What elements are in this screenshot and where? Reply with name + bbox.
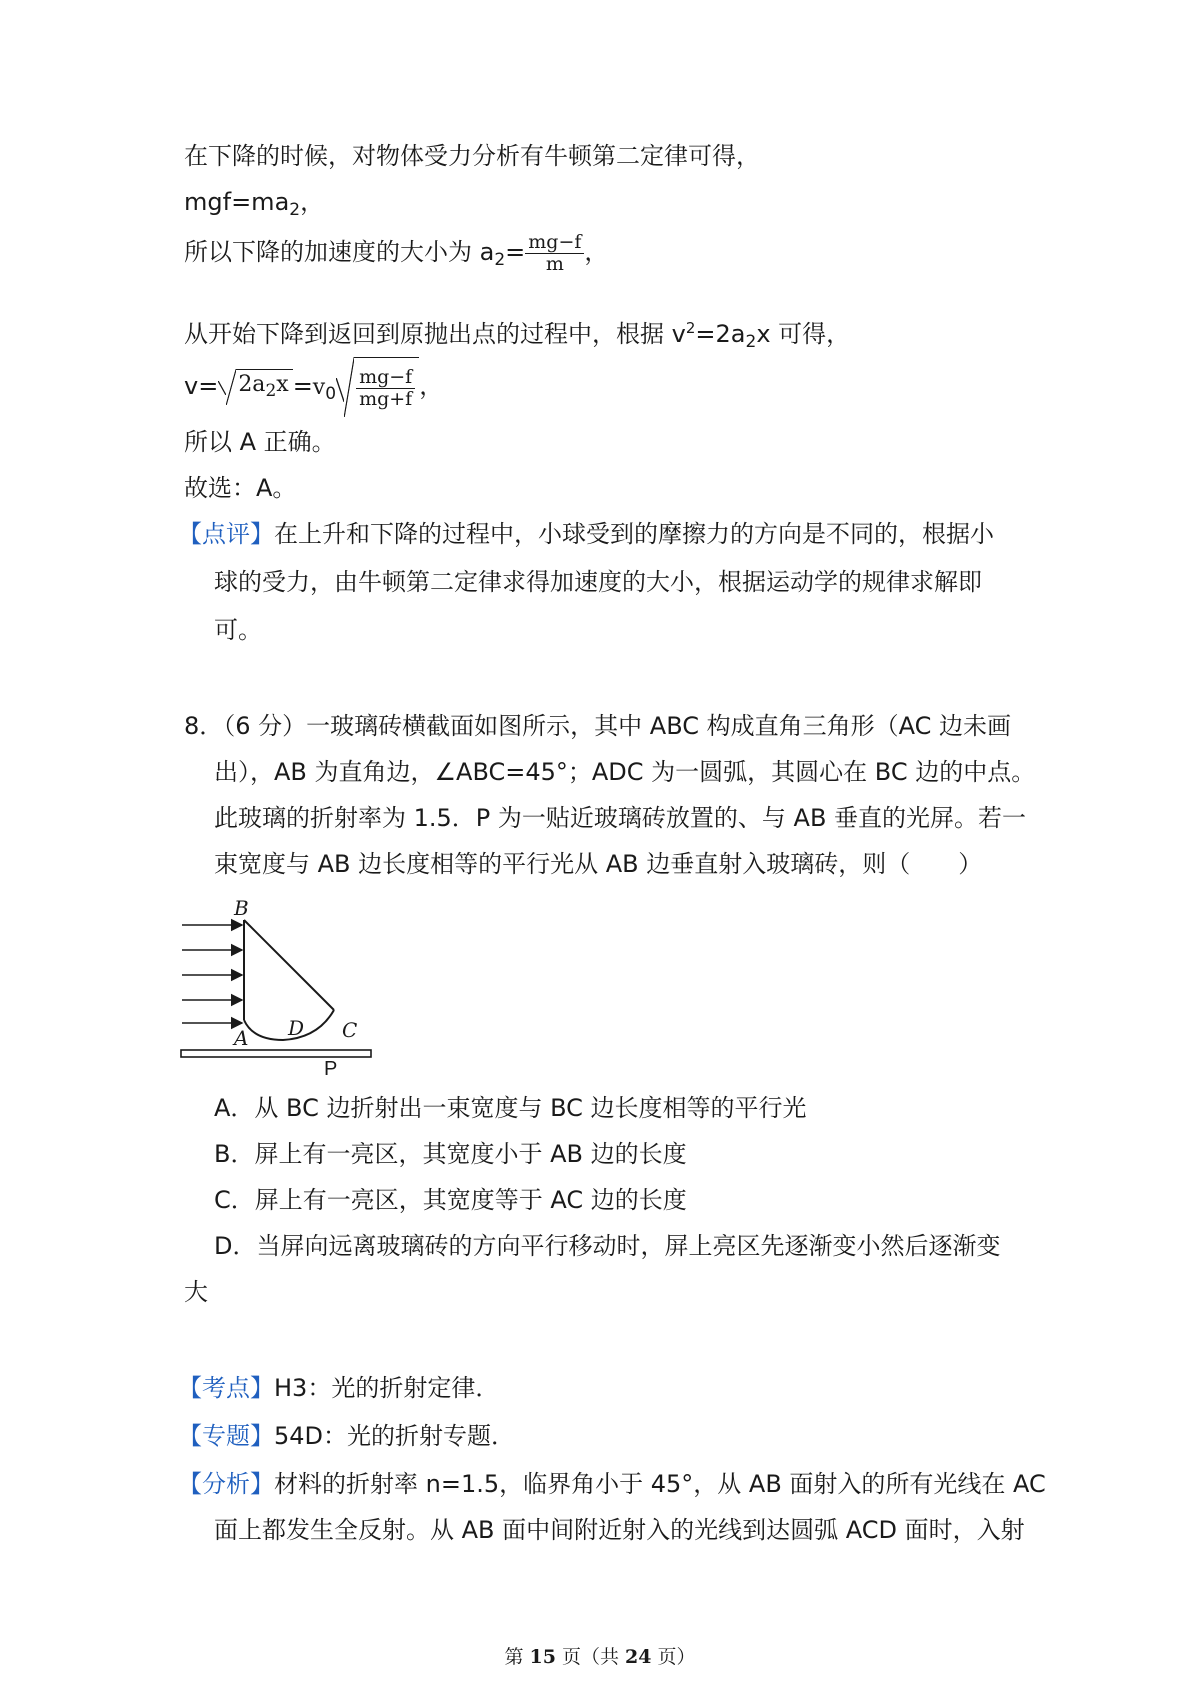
option-b: B．屏上有一亮区，其宽度小于 AB 边的长度 — [214, 1140, 687, 1168]
page-footer — [0, 1642, 1200, 1669]
label-P: P — [324, 1058, 338, 1075]
solution-line-1: 在下降的时候，对物体受力分析有牛顿第二定律可得， — [184, 142, 760, 170]
label-C: C — [342, 1018, 358, 1042]
sqrt-fraction-body — [356, 367, 415, 410]
eq1-mid: f=ma — [222, 188, 290, 216]
footer-page-number: 15 — [529, 1646, 556, 1668]
fenxi-text-1: 材料的折射率 n=1.5，临界角小于 45°，从 AB 面射入的所有光线在 AC — [274, 1470, 1046, 1498]
solution-line-acceleration — [184, 228, 608, 284]
sqrt2-denominator: mg+f — [359, 388, 413, 410]
fenxi-label: 【分析】 — [178, 1470, 274, 1498]
fraction-numerator: mg−f — [525, 232, 584, 254]
footer-total-pages: 24 — [625, 1646, 652, 1668]
glass-brick-figure — [178, 895, 378, 1075]
question-8-line-1: 8．（6 分）一玻璃砖横截面如图所示，其中 ABC 构成直角三角形（AC 边未画 — [184, 712, 1012, 740]
fenxi-line-2: 面上都发生全反射。从 AB 面中间附近射入的光线到达圆弧 ACD 面时，入射 — [214, 1516, 1025, 1544]
eq1-prefix: mg — [184, 188, 223, 216]
equation-mg-minus-f — [184, 186, 324, 226]
comment-line-3: 可。 — [214, 616, 262, 644]
line3-eq: = — [505, 238, 526, 266]
line3-sub: 2 — [494, 250, 506, 270]
edge-BC — [244, 920, 334, 1010]
label-D: D — [288, 1016, 305, 1040]
option-a: A．从 BC 边折射出一束宽度与 BC 边长度相等的平行光 — [214, 1094, 807, 1122]
comment-line-2: 球的受力，由牛顿第二定律求得加速度的大小，根据运动学的规律求解即 — [214, 568, 982, 596]
zhuanti-label: 【专题】 — [178, 1422, 274, 1450]
line4-mid: =2a — [695, 320, 746, 348]
sqrt1-text: 2a — [238, 371, 266, 397]
line5-suffix: ， — [419, 372, 444, 400]
eq1-suffix: ， — [300, 188, 325, 216]
screen-P — [181, 1050, 371, 1057]
zhuanti-text: 54D：光的折射专题． — [274, 1422, 516, 1450]
footer-mid: 页（共 — [555, 1646, 626, 1668]
eq1-sub: 2 — [289, 200, 301, 220]
sqrt1-sub: 2 — [265, 380, 277, 401]
kaodian-label: 【考点】 — [178, 1374, 274, 1402]
option-d: D．当屏向远离玻璃砖的方向平行移动时，屏上亮区先逐渐变小然后逐渐变 — [214, 1232, 1001, 1260]
footer-post: 页） — [651, 1646, 696, 1668]
question-8-line-2: 出），AB 为直角边，∠ABC=45°；ADC 为一圆弧，其圆心在 BC 边的中点。 — [214, 758, 1036, 786]
v0-sub: 0 — [325, 384, 337, 404]
comment-label: 【点评】 — [178, 520, 274, 548]
kaodian-line — [178, 1372, 499, 1404]
solution-line-answer: 故选：A。 — [184, 474, 297, 502]
v0: v — [312, 375, 326, 400]
line4-sup: 2 — [685, 319, 696, 337]
line4-pre: 从开始下降到返回到原抛出点的过程中，根据 v — [184, 320, 686, 348]
question-8-line-3: 此玻璃的折射率为 1.5．P 为一贴近玻璃砖放置的、与 AB 垂直的光屏。若一 — [214, 804, 1027, 832]
sqrt2-numerator: mg−f — [356, 367, 415, 389]
kaodian-text: H3：光的折射定律． — [274, 1374, 500, 1402]
fraction-denominator: m — [545, 252, 564, 275]
line4-sub: 2 — [745, 332, 757, 352]
sqrt-2a2x — [236, 369, 292, 406]
question-8-line-4: 束宽度与 AB 边长度相等的平行光从 AB 边垂直射入玻璃砖，则（ ） — [214, 850, 983, 878]
sqrt-fraction — [354, 357, 419, 418]
equation-final-velocity — [184, 356, 443, 424]
fraction-mg-f-over-m — [525, 232, 584, 275]
comment-line-1 — [178, 518, 994, 550]
line4-post: x 可得， — [756, 320, 851, 348]
solution-line-kinematics — [184, 312, 850, 358]
label-B: B — [234, 896, 249, 920]
footer-pre: 第 — [504, 1646, 530, 1668]
option-d-continued: 大 — [184, 1278, 208, 1306]
line3-suffix: ， — [584, 238, 609, 266]
zhuanti-line — [178, 1420, 515, 1452]
line5-eq: = — [292, 372, 313, 400]
comment-text-1: 在上升和下降的过程中，小球受到的摩擦力的方向是不同的，根据小 — [274, 520, 994, 548]
label-A: A — [234, 1026, 249, 1050]
sqrt1-x: x — [276, 371, 289, 397]
fenxi-line-1 — [178, 1468, 1046, 1500]
option-c: C．屏上有一亮区，其宽度等于 AC 边的长度 — [214, 1186, 687, 1214]
line3-text: 所以下降的加速度的大小为 a — [184, 238, 495, 266]
solution-line-conclusion: 所以 A 正确。 — [184, 428, 336, 456]
line5-v: v= — [184, 372, 219, 400]
